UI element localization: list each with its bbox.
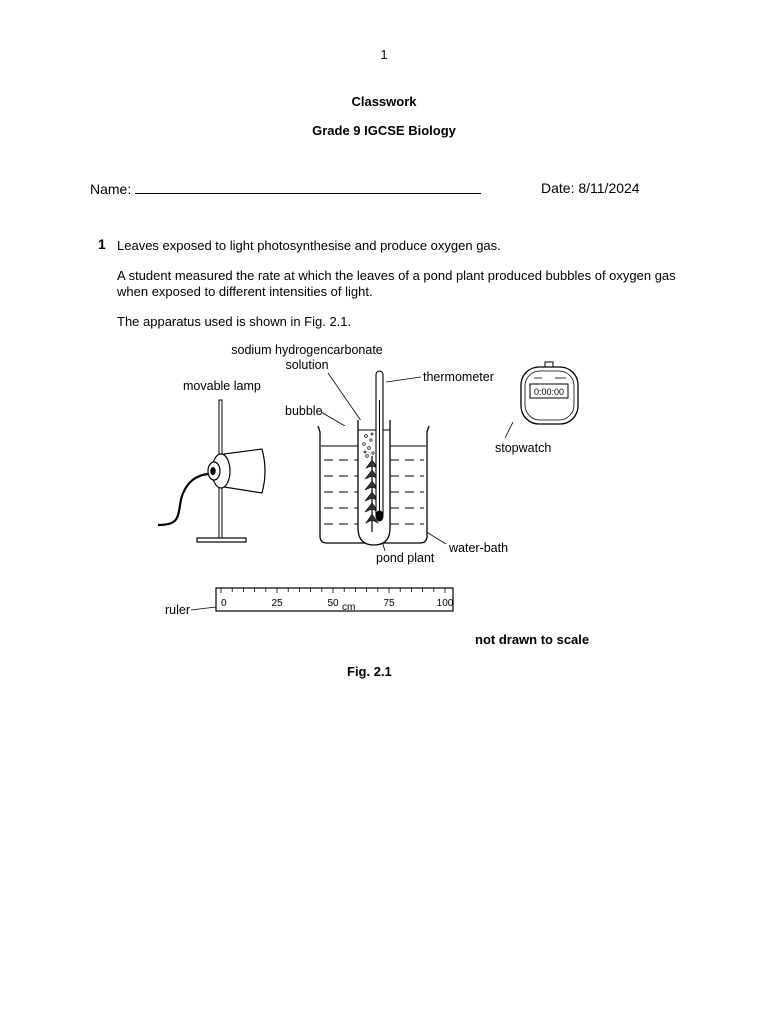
scale-note: not drawn to scale — [475, 632, 590, 647]
ruler-tick-label: 25 — [271, 598, 283, 609]
stopwatch-display: 0:00:00 — [533, 387, 565, 397]
ruler-leader-line — [191, 607, 216, 610]
date-label: Date: 8/11/2024 — [541, 180, 640, 196]
solution-label-line2: solution — [285, 358, 329, 372]
ruler-tick-label: 75 — [383, 598, 395, 609]
ruler-unit-label: cm — [342, 602, 356, 613]
question-para1-line2: when exposed to different intensities of light. — [117, 284, 373, 299]
lamp-cable — [158, 474, 208, 525]
stopwatch-label: stopwatch — [495, 441, 552, 455]
question-number: 1 — [98, 236, 106, 252]
water-bath-label: water-bath — [449, 541, 509, 555]
ruler — [216, 588, 454, 613]
figure-caption: Fig. 2.1 — [347, 664, 392, 679]
movable-lamp-label: movable lamp — [183, 379, 261, 393]
ruler-tick-label: 100 — [436, 598, 454, 609]
ruler-tick-label: 50 — [327, 598, 339, 609]
solution-label-line1: sodium hydrogencarbonate — [231, 343, 383, 357]
lamp-stand — [158, 400, 265, 542]
thermometer-label: thermometer — [423, 370, 494, 384]
stopwatch-icon — [521, 362, 578, 424]
pond-plant-label: pond plant — [376, 551, 435, 565]
page-subtitle: Grade 9 IGCSE Biology — [312, 123, 456, 138]
stopwatch-leader-line — [505, 422, 513, 438]
ruler-label: ruler — [165, 603, 191, 617]
bubble-label: bubble — [285, 404, 323, 418]
question-para2: The apparatus used is shown in Fig. 2.1. — [117, 314, 352, 329]
page-number: 1 — [380, 47, 388, 62]
name-label: Name: — [90, 181, 132, 197]
ruler-tick-label: 0 — [221, 598, 227, 609]
question-intro: Leaves exposed to light photosynthesise and produce oxygen gas. — [117, 238, 501, 253]
page-title: Classwork — [351, 94, 417, 109]
boiling-tube — [358, 371, 390, 545]
question-para1-line1: A student measured the rate at which the leaves of a pond plant produced bubbles of oxygen gas — [117, 268, 676, 283]
thermometer-leader-line — [386, 377, 421, 382]
